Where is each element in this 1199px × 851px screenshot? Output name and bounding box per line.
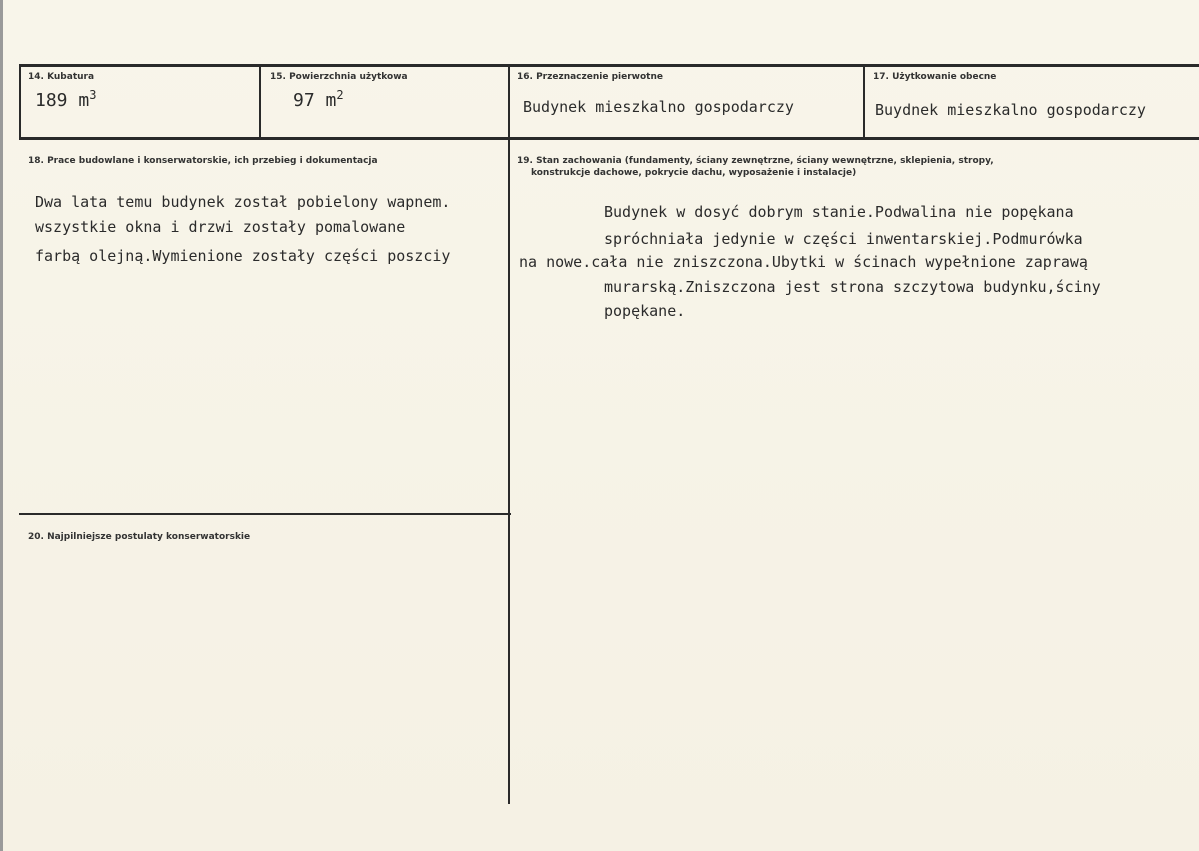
stan-line-5: popękane.	[604, 302, 686, 320]
kubatura-number: 189 m	[35, 90, 90, 111]
powierzchnia-label: 15. Powierzchnia użytkowa	[270, 72, 408, 82]
przeznaczenie-value: Budynek mieszkalno gospodarczy	[523, 98, 794, 116]
uzytkowanie-value: Buydnek mieszkalno gospodarczy	[875, 101, 1146, 119]
col1-divider-line	[259, 64, 261, 140]
stan-line-3: na nowe.cała nie zniszczona.Ubytki w ścinach wypełnione zaprawą	[519, 253, 1088, 271]
kubatura-exponent: 3	[89, 88, 97, 102]
prace-line-3: farbą olejną.Wymienione zostały części poszciy	[35, 247, 451, 265]
kubatura-value	[35, 88, 96, 111]
powierzchnia-number: 97 m	[293, 90, 337, 111]
top-border-line	[19, 64, 1199, 67]
stan-line-2: spróchniała jedynie w części inwentarskiej.Podmurówka	[604, 230, 1083, 248]
powierzchnia-value	[293, 88, 344, 111]
uzytkowanie-label: 17. Użytkowanie obecne	[873, 72, 997, 82]
prace-line-2: wszystkie okna i drzwi zostały pomalowane	[35, 218, 406, 236]
kubatura-label: 14. Kubatura	[28, 72, 95, 82]
stan-line-1: Budynek w dosyć dobrym stanie.Podwalina nie popękana	[604, 203, 1074, 221]
powierzchnia-exponent: 2	[336, 88, 344, 102]
stan-zachowania-label-line1: 19. Stan zachowania (fundamenty, ściany zewnętrzne, ściany wewnętrzne, sklepienia, stropy,	[517, 156, 994, 166]
left-border-line	[19, 64, 21, 140]
przeznaczenie-label: 16. Przeznaczenie pierwotne	[517, 72, 663, 82]
postulaty-label: 20. Najpilniejsze postulaty konserwatorskie	[28, 532, 251, 542]
col2-divider-line	[508, 64, 510, 804]
stan-line-4: murarską.Zniszczona jest strona szczytowa budynku,ściny	[604, 278, 1101, 296]
prace-line-1: Dwa lata temu budynek został pobielony wapnem.	[35, 193, 451, 211]
col3-divider-line	[863, 64, 865, 140]
row2-divider-line	[19, 513, 511, 515]
prace-budowlane-label: 18. Prace budowlane i konserwatorskie, ich przebieg i dokumentacja	[28, 156, 378, 166]
stan-zachowania-label-line2: konstrukcje dachowe, pokrycie dachu, wyposażenie i instalacje)	[531, 168, 857, 178]
row1-bottom-line	[19, 137, 1199, 140]
